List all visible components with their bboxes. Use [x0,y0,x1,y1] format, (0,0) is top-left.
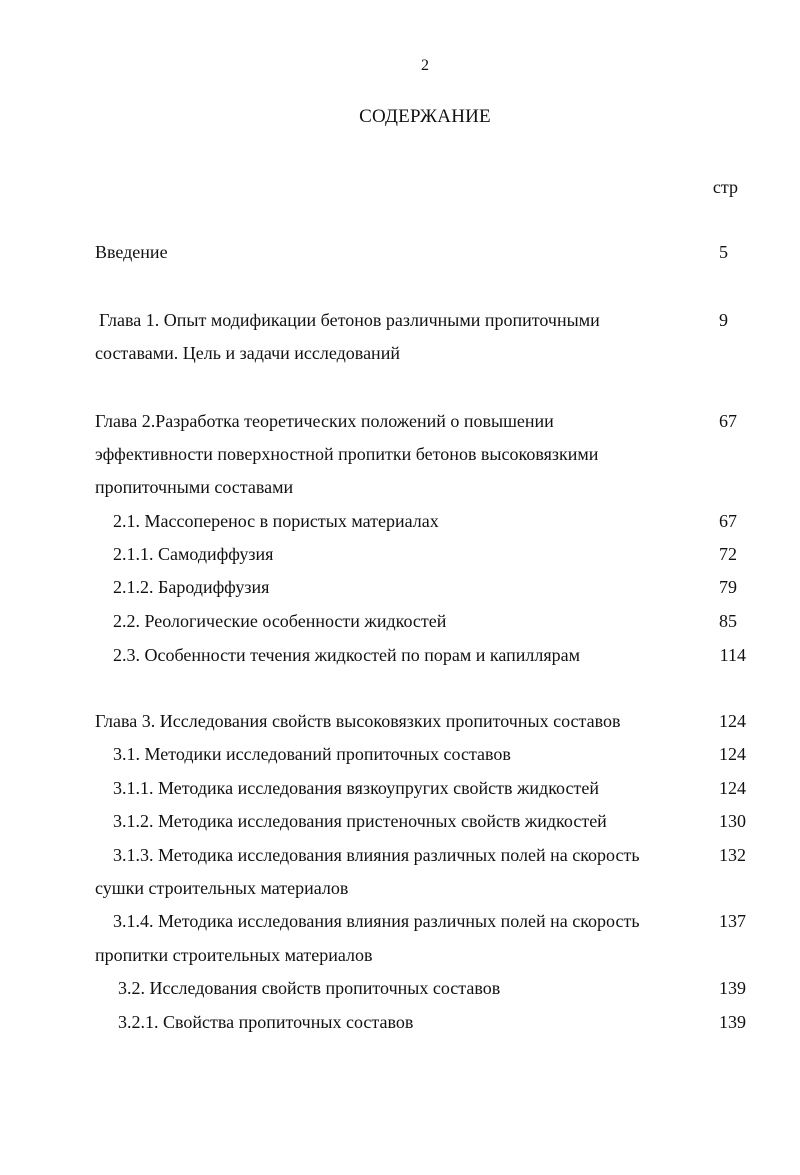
toc-entry-text-continued: пропитки строительных материалов [95,945,373,965]
toc-entry-text-continued: эффективности поверхностной пропитки бетонов высоковязкими [95,444,599,464]
toc-entry-page: 124 [719,711,746,731]
toc-entry-text: 2.2. Реологические особенности жидкостей [113,611,447,631]
toc-entry-text: 2.1. Массоперенос в пористых материалах [113,511,439,531]
toc-entry-page: 67 [719,411,737,431]
toc-entry-text-continued: сушки строительных материалов [95,878,349,898]
toc-entry-text: 3.1.1. Методика исследования вязкоупругих свойств жидкостей [113,778,599,798]
toc-entry-page: 139 [719,978,746,998]
toc-entry-text: 2.1.2. Бародиффузия [113,577,270,597]
toc-entry-page: 5 [719,242,728,262]
toc-entry-text: 3.1.4. Методика исследования влияния различных полей на скорость [113,911,640,931]
toc-entry-text-continued: составами. Цель и задачи исследований [95,343,400,363]
toc-entry-page: 72 [719,544,737,564]
toc-entry-text: 2.1.1. Самодиффузия [113,544,274,564]
toc-entry-page: 67 [719,511,737,531]
toc-entry-page: 124 [719,778,746,798]
page-title: СОДЕРЖАНИЕ [359,106,491,127]
toc-entry-text: Глава 3. Исследования свойств высоковязких пропиточных составов [95,711,621,731]
toc-entry-text: Глава 1. Опыт модификации бетонов различными пропиточными [99,310,600,330]
toc-entry-text: 3.1.3. Методика исследования влияния различных полей на скорость [113,845,640,865]
toc-entry-text: 3.1.2. Методика исследования пристеночных свойств жидкостей [113,811,607,831]
toc-entry-page: 130 [719,811,746,831]
toc-entry-page: 139 [719,1012,746,1032]
toc-entry-text: 3.2.1. Свойства пропиточных составов [118,1012,414,1032]
toc-entry-page: 137 [719,911,746,931]
page-number: 2 [421,57,429,74]
page-column-label: стр [712,177,738,197]
toc-entry-text: 3.1. Методики исследований пропиточных составов [113,744,511,764]
toc-entry-text: 2.3. Особенности течения жидкостей по порам и капиллярам [113,645,580,665]
toc-entry-text-continued: пропиточными составами [95,477,294,497]
toc-entry-page: 85 [719,611,737,631]
toc-entry-page: 124 [719,744,746,764]
toc-entry-text: Глава 2.Разработка теоретических положений о повышении [95,411,554,431]
toc-entry-text: Введение [95,242,168,262]
toc-entry-page: 114 [719,645,746,665]
toc-entry-page: 9 [719,310,728,330]
toc-entry-text: 3.2. Исследования свойств пропиточных составов [118,978,501,998]
toc-entry-page: 79 [719,577,737,597]
toc-entry-page: 132 [719,845,746,865]
